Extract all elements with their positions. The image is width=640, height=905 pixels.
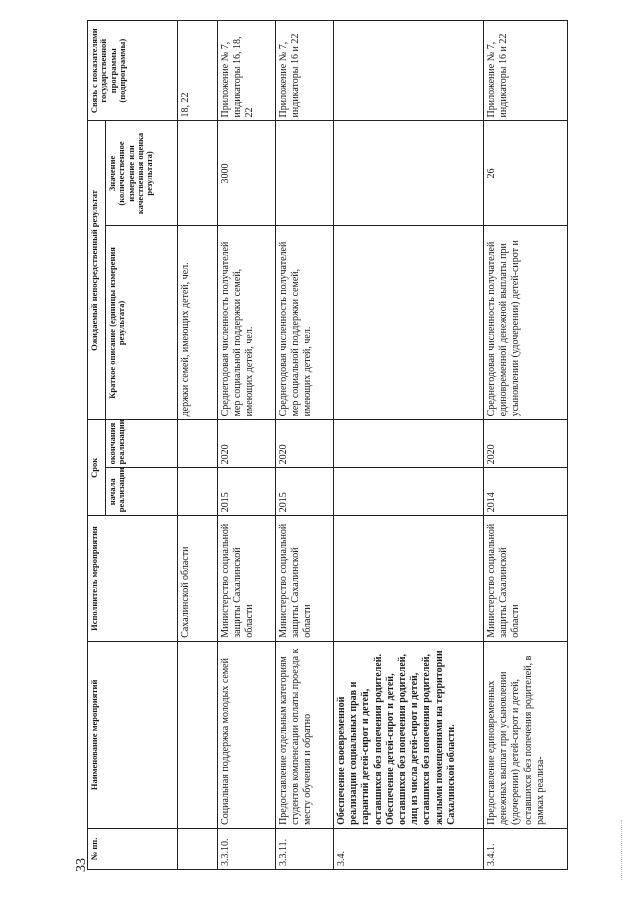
cell-link [334,21,484,121]
cell-name: Социальная поддержка молодых семей [218,641,276,828]
cell-name [178,641,218,828]
header-result: Ожидаемый непосредственный результат [88,121,106,420]
cell-value: 3000 [218,121,276,226]
header-result-desc: Краткое описание (единицы измерения результата) [106,226,178,420]
cell-name-section: Обеспечение своевременной реализации социальных прав и гарантий детей-сирот и детей, оставшихся без попечения родителей. Обеспечение детей-сирот и детей, оставшихся без попечения родителей, лиц из числа детей-сирот и детей, оставшихся без попечения родителей, жилыми помещениями на территории Сахалинской области. [334,641,484,828]
cell-num: 3.3.11. [276,828,334,869]
header-num: № пп. [88,828,178,869]
cell-end [334,420,484,468]
cell-end: 2020 [484,420,568,468]
cell-num: 3.4.1. [484,828,568,869]
table-row [218,21,276,870]
header-term-start: начала реализации [106,468,178,516]
cell-name: Предоставление единовременных денежных выплат при усыновлении (удочерении) детей-сирот и детей, оставшихся без попечения родителей, в рамках реализа- [484,641,568,828]
cell-start [178,468,218,516]
cell-end: 2020 [276,420,334,468]
table-row [334,21,484,870]
header-executor: Исполнитель мероприятия [88,516,178,642]
rotated-table-container [87,20,567,870]
cell-value [178,121,218,226]
cell-start: 2015 [218,468,276,516]
scan-artifact-dots [621,820,624,880]
header-name: Наименование мероприятий [88,641,178,828]
cell-value [276,121,334,226]
cell-executor: Министерство социальной защиты Сахалинской области [218,516,276,642]
table-row [276,21,334,870]
cell-desc: Среднегодовая численность получателей мер социальной поддержки семей, имеющих детей, чел. [218,226,276,420]
cell-end [178,420,218,468]
page-number: 33 [74,858,89,872]
measures-table [87,20,568,870]
cell-value: 26 [484,121,568,226]
cell-link: Приложение № 7, индикаторы 16 и 22 [276,21,334,121]
cell-start [334,468,484,516]
cell-num [178,828,218,869]
table-row [484,21,568,870]
cell-desc [334,226,484,420]
cell-executor: Министерство социальной защиты Сахалинской области [276,516,334,642]
cell-executor: Сахалинской области [178,516,218,642]
header-link: Связь с показателями государственной программы (подпрограммы) [88,21,178,121]
cell-start: 2015 [276,468,334,516]
table-row [178,21,218,870]
cell-desc: Среднегодовая численность получателей мер социальной поддержки семей, имеющих детей, чел. [276,226,334,420]
cell-value [334,121,484,226]
cell-link: Приложение № 7, индикаторы 16, 18, 22 [218,21,276,121]
header-result-value: Значение (количественное измерение или качественная оценка результата) [106,121,178,226]
cell-executor: Министерство социальной защиты Сахалинской области [484,516,568,642]
cell-desc: держки семей, имеющих детей, чел. [178,226,218,420]
cell-link: Приложение № 7, индикаторы 16 и 22 [484,21,568,121]
cell-executor [334,516,484,642]
cell-start: 2014 [484,468,568,516]
page-number-wrap [38,440,89,872]
header-term: Срок [88,420,106,516]
header-term-end: окончания реализации [106,420,178,468]
cell-name: Предоставление отдельным категориям студентов компенсации оплаты проезда к месту обучения и обратно [276,641,334,828]
cell-num: 3.3.10. [218,828,276,869]
cell-num: 3.4. [334,828,484,869]
cell-end: 2020 [218,420,276,468]
cell-link: 18, 22 [178,21,218,121]
cell-desc: Среднегодовая численность получателей единовременной денежной выплаты при усыновлении (удочерении) детей-сирот и [484,226,568,420]
